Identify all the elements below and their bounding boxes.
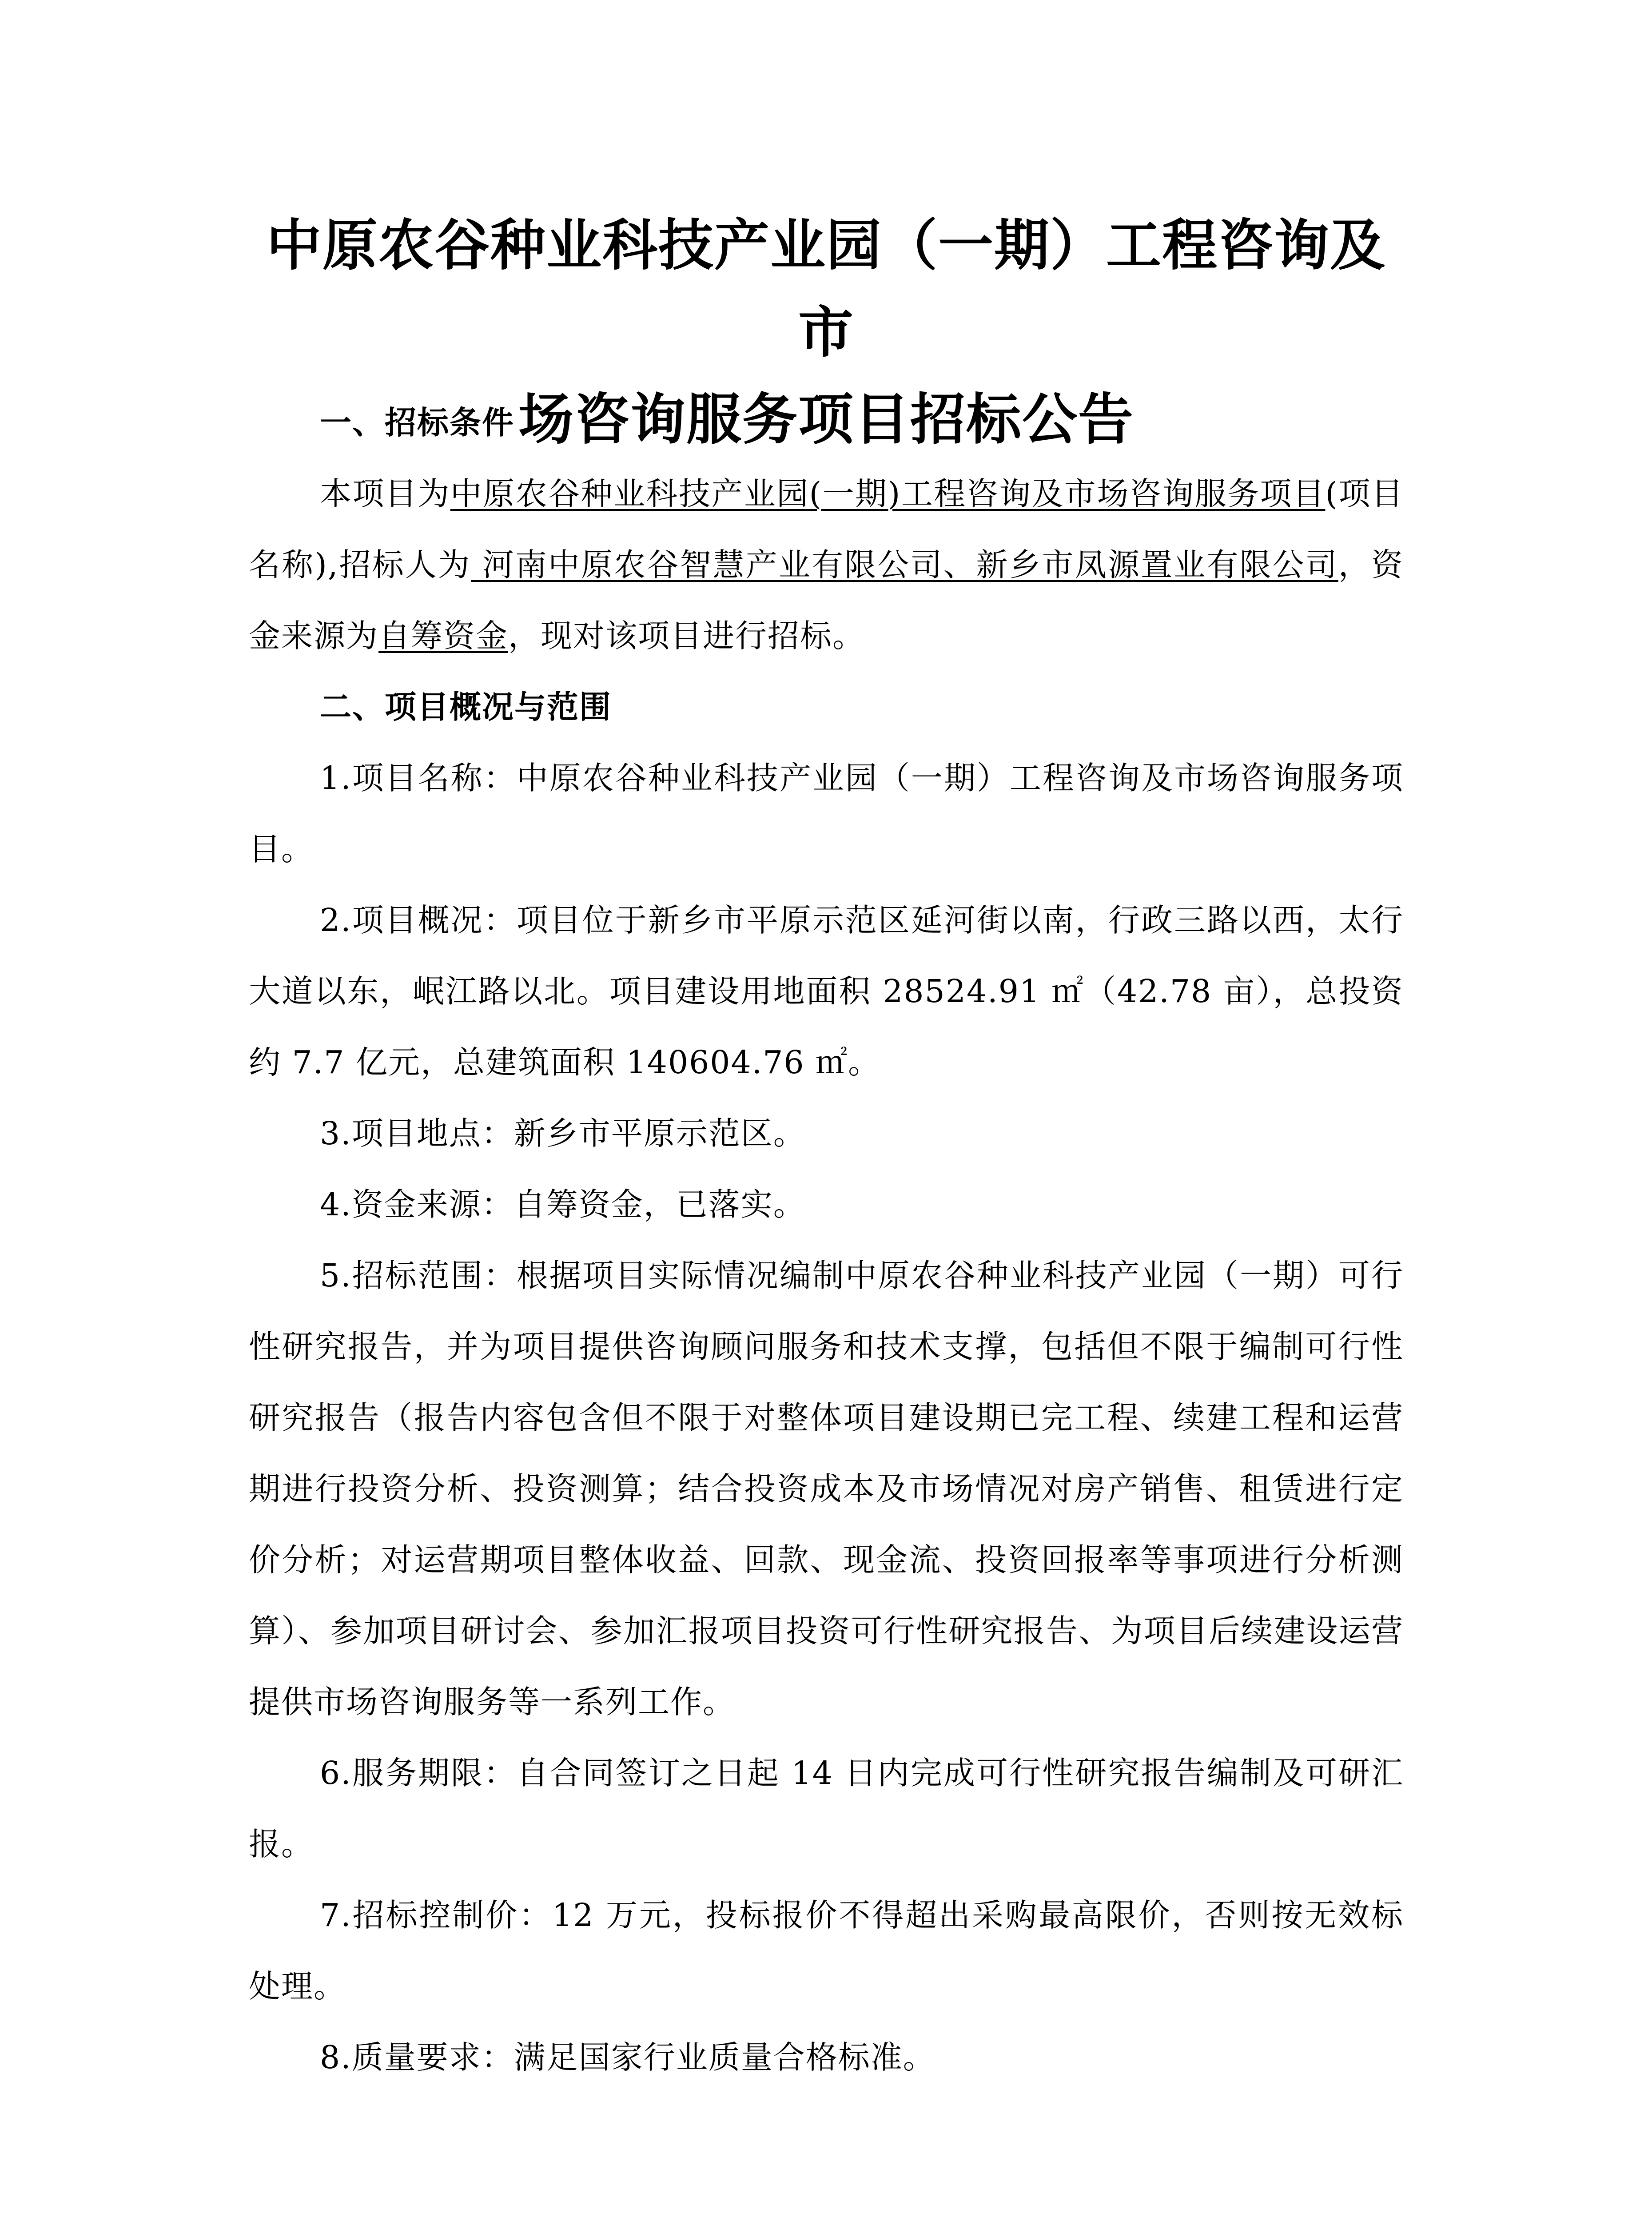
item-project-name: 1.项目名称：中原农谷种业科技产业园（一期）工程咨询及市场咨询服务项目。 (249, 760, 1404, 868)
section-1-prefix: 本项目为 (320, 475, 450, 512)
section-2-heading: 二、项目概况与范围 (320, 689, 612, 725)
title-line-1: 中原农谷种业科技产业园（一期）工程咨询及市 (266, 213, 1386, 365)
section-1-heading: 一、招标条件 (320, 404, 515, 441)
tenderer-name: 河南中原农谷智慧产业有限公司、新乡市凤源置业有限公司 (471, 546, 1338, 583)
item-quality-requirement: 8.质量要求：满足国家行业质量合格标准。 (320, 2039, 935, 2076)
item-tender-scope: 5.招标范围：根据项目实际情况编制中原农谷种业科技产业园（一期）可行性研究报告，并为项目提供咨询顾问服务和技术支撑，包括但不限于编制可行性研究报告（报告内容包含但不限于对整体项目建设期已完工程、续建工程和运营期进行投资分析、投资测算；结合投资成本及市场情况对房产销售、租赁进行定价分析；对运营期项目整体收益、回款、现金流、投资回报率等事项进行分析测算）、参加项目研讨会、参加汇报项目投资可行性研究报告、为项目后续建设运营提供市场咨询服务等一系列工作。 (249, 1257, 1404, 1720)
section-1-mid-1: (项目名称),招标人为 (249, 475, 1404, 583)
item-project-location: 3.项目地点：新乡市平原示范区。 (320, 1115, 806, 1152)
title-line-2: 场咨询服务项目招标公告 (518, 387, 1134, 452)
item-funding-source: 4.资金来源：自筹资金，已落实。 (320, 1186, 806, 1223)
item-service-period: 6.服务期限：自合同签订之日起 14 日内完成可行性研究报告编制及可研汇报。 (249, 1755, 1404, 1863)
section-1-paragraph (249, 458, 1404, 672)
section-1-suffix: ，现对该项目进行招标。 (508, 617, 865, 654)
item-project-overview: 2.项目概况：项目位于新乡市平原示范区延河街以南，行政三路以西，太行大道以东，岷江路以北。项目建设用地面积 28524.91 ㎡（42.78 亩），总投资约 7.7 亿元，总建筑面积 140604.76 ㎡。 (249, 902, 1404, 1081)
section-1-mid-2: ，资金来源为 (249, 546, 1404, 654)
funding-source: 自筹资金 (378, 617, 509, 654)
item-control-price: 7.招标控制价：12 万元，投标报价不得超出采购最高限价，否则按无效标处理。 (249, 1897, 1404, 2005)
project-name: 中原农谷种业科技产业园(一期)工程咨询及市场咨询服务项目 (450, 475, 1326, 512)
